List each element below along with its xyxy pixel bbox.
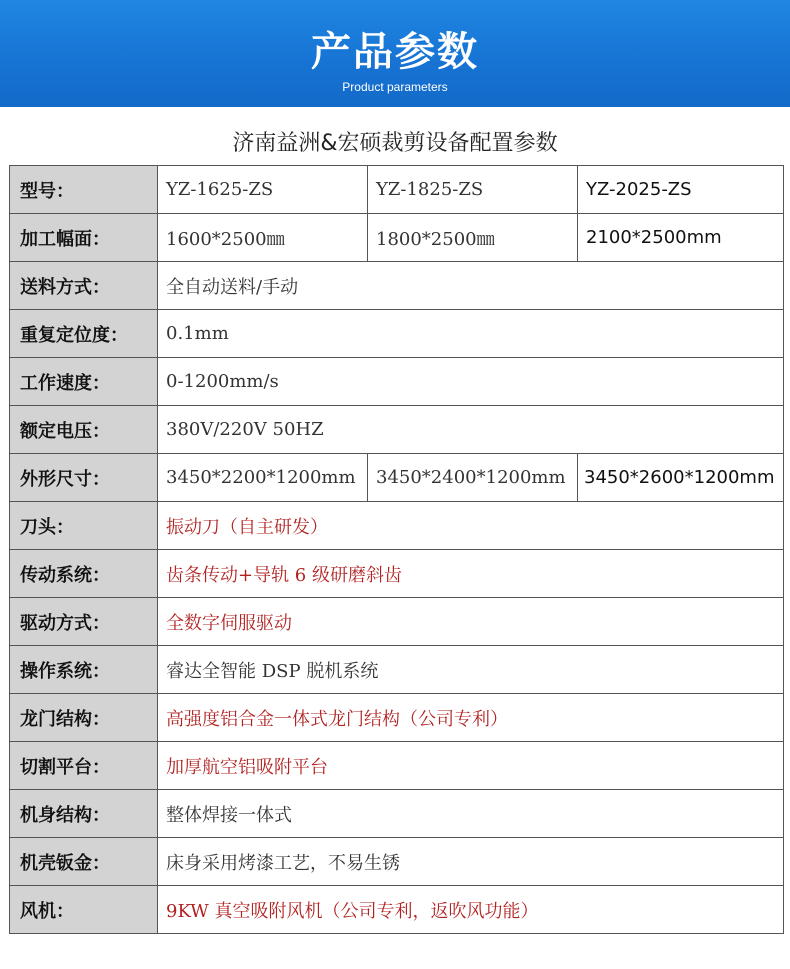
row-label: 外形尺寸： xyxy=(10,454,158,502)
table-row xyxy=(10,694,784,742)
table-row xyxy=(10,310,784,358)
row-label: 加工幅面： xyxy=(10,214,158,262)
row-label: 型号： xyxy=(10,166,158,214)
row-value: 睿达全智能 DSP 脱机系统 xyxy=(158,646,784,694)
row-value: 0-1200mm/s xyxy=(158,358,784,406)
banner-subtitle: Product parameters xyxy=(342,80,448,94)
row-value: 振动刀（自主研发） xyxy=(158,502,784,550)
table-row xyxy=(10,790,784,838)
row-label: 操作系统： xyxy=(10,646,158,694)
table-row xyxy=(10,598,784,646)
row-value: 1800*2500㎜ xyxy=(368,214,578,262)
table-row xyxy=(10,502,784,550)
row-label: 驱动方式： xyxy=(10,598,158,646)
row-label: 风机： xyxy=(10,886,158,934)
row-label: 切割平台： xyxy=(10,742,158,790)
row-label: 传动系统： xyxy=(10,550,158,598)
row-value: YZ-1625-ZS xyxy=(158,166,368,214)
row-value: 380V/220V 50HZ xyxy=(158,406,784,454)
banner-title: 产品参数 xyxy=(311,29,479,75)
row-value: YZ-1825-ZS xyxy=(368,166,578,214)
table-row xyxy=(10,262,784,310)
row-value: 加厚航空铝吸附平台 xyxy=(158,742,784,790)
row-label: 龙门结构： xyxy=(10,694,158,742)
table-row xyxy=(10,742,784,790)
row-value: 全自动送料/手动 xyxy=(158,262,784,310)
row-label: 送料方式： xyxy=(10,262,158,310)
row-label: 工作速度： xyxy=(10,358,158,406)
table-row xyxy=(10,406,784,454)
table-row xyxy=(10,646,784,694)
row-value: 3450*2400*1200mm xyxy=(368,454,578,502)
row-value: 整体焊接一体式 xyxy=(158,790,784,838)
row-label: 重复定位度： xyxy=(10,310,158,358)
row-value: 1600*2500㎜ xyxy=(158,214,368,262)
row-value: YZ-2025-ZS xyxy=(578,166,784,214)
row-label: 机身结构： xyxy=(10,790,158,838)
row-value: 3450*2600*1200mm xyxy=(578,454,784,502)
row-value: 2100*2500mm xyxy=(578,214,784,262)
row-label: 刀头： xyxy=(10,502,158,550)
table-row xyxy=(10,886,784,934)
table-row xyxy=(10,214,784,262)
row-value: 3450*2200*1200mm xyxy=(158,454,368,502)
table-row xyxy=(10,454,784,502)
row-value: 齿条传动+导轨 6 级研磨斜齿 xyxy=(158,550,784,598)
row-value: 0.1mm xyxy=(158,310,784,358)
row-label: 额定电压： xyxy=(10,406,158,454)
sheet-title: 济南益洲&宏硕裁剪设备配置参数 xyxy=(232,131,558,156)
table-row xyxy=(10,358,784,406)
row-value: 床身采用烤漆工艺，不易生锈 xyxy=(158,838,784,886)
row-value: 全数字伺服驱动 xyxy=(158,598,784,646)
table-row xyxy=(10,550,784,598)
table-row xyxy=(10,166,784,214)
spec-table xyxy=(9,165,784,934)
row-value: 高强度铝合金一体式龙门结构（公司专利） xyxy=(158,694,784,742)
row-value: 9KW 真空吸附风机（公司专利，返吹风功能） xyxy=(158,886,784,934)
header-banner xyxy=(0,0,790,107)
row-label: 机壳钣金： xyxy=(10,838,158,886)
table-row xyxy=(10,838,784,886)
